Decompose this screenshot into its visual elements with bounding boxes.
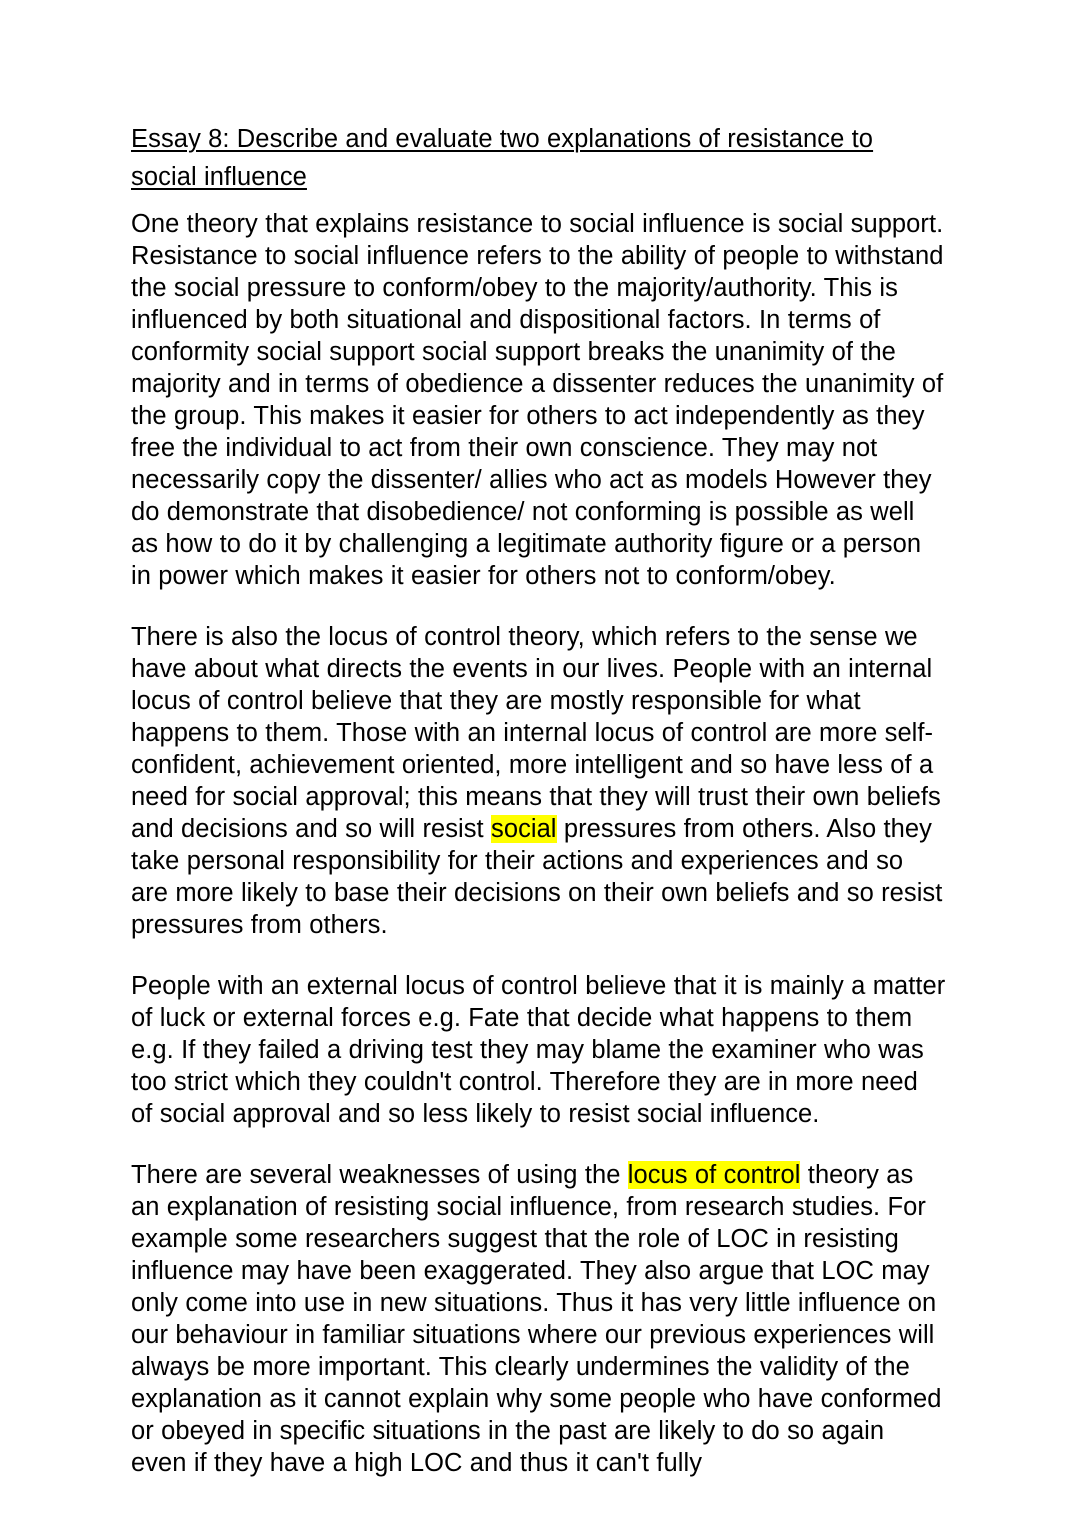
page-title	[131, 120, 891, 196]
paragraph-3: People with an external locus of control believe that it is mainly a matter of luck or external forces e.g. Fate that decide what happens to them e.g. If they failed a driving test they may blame the examiner who was too strict which they couldn't control. Therefore they are in more need of social approval and so less likely to resist social influence.	[131, 972, 946, 1128]
essay-body	[131, 208, 946, 1479]
paragraph-2: There is also the locus of control theory, which refers to the sense we have about what directs the events in our lives. People with an internal locus of control believe that they are mostly responsible for what happens to them. Those with an internal locus of control are more self- confident, achievement oriented, more intelligent and so have less of a need for social approval; this means that they will trust their own beliefs and decisions and so will resist social pressures from others. Also they take personal responsibility for their actions and experiences and so are more likely to base their decisions on their own beliefs and so resist pressures from others.	[131, 623, 943, 939]
paragraph-1: One theory that explains resistance to social influence is social support. Resistance to social influence refers to the ability of people to withstand the social pressure to conform/obey to the majority/authority. This is influenced by both situational and dispositional factors. In terms of conformity social support social support breaks the unanimity of the majority and in terms of obedience a dissenter reduces the unanimity of the group. This makes it easier for others to act independently as they free the individual to act from their own conscience. They may not necessarily copy the dissenter/ allies who act as models However they do demonstrate that disobedience/ not conforming is possible as well as how to do it by challenging a legitimate authority figure or a person in power which makes it easier for others not to conform/obey.	[131, 210, 944, 590]
page-title-text: Essay 8: Describe and evaluate two explanations of resistance to social influence	[131, 125, 874, 191]
paragraph-4: There are several weaknesses of using the locus of control theory as an explanation of resisting social influence, from research studies. For example some researchers suggest that the role of LOC in resisting influence may have been exaggerated. They also argue that LOC may only come into use in new situations. Thus it has very little influence on our behaviour in familiar situations where our previous experiences will always be more important. This clearly undermines the validity of the explanation as it cannot explain why some people who have conformed or obeyed in specific situations in the past are likely to do so again even if they have a high LOC and thus it can't fully	[131, 1161, 942, 1477]
highlighted-text: locus of control	[627, 1161, 801, 1189]
highlighted-text: social	[491, 815, 557, 843]
